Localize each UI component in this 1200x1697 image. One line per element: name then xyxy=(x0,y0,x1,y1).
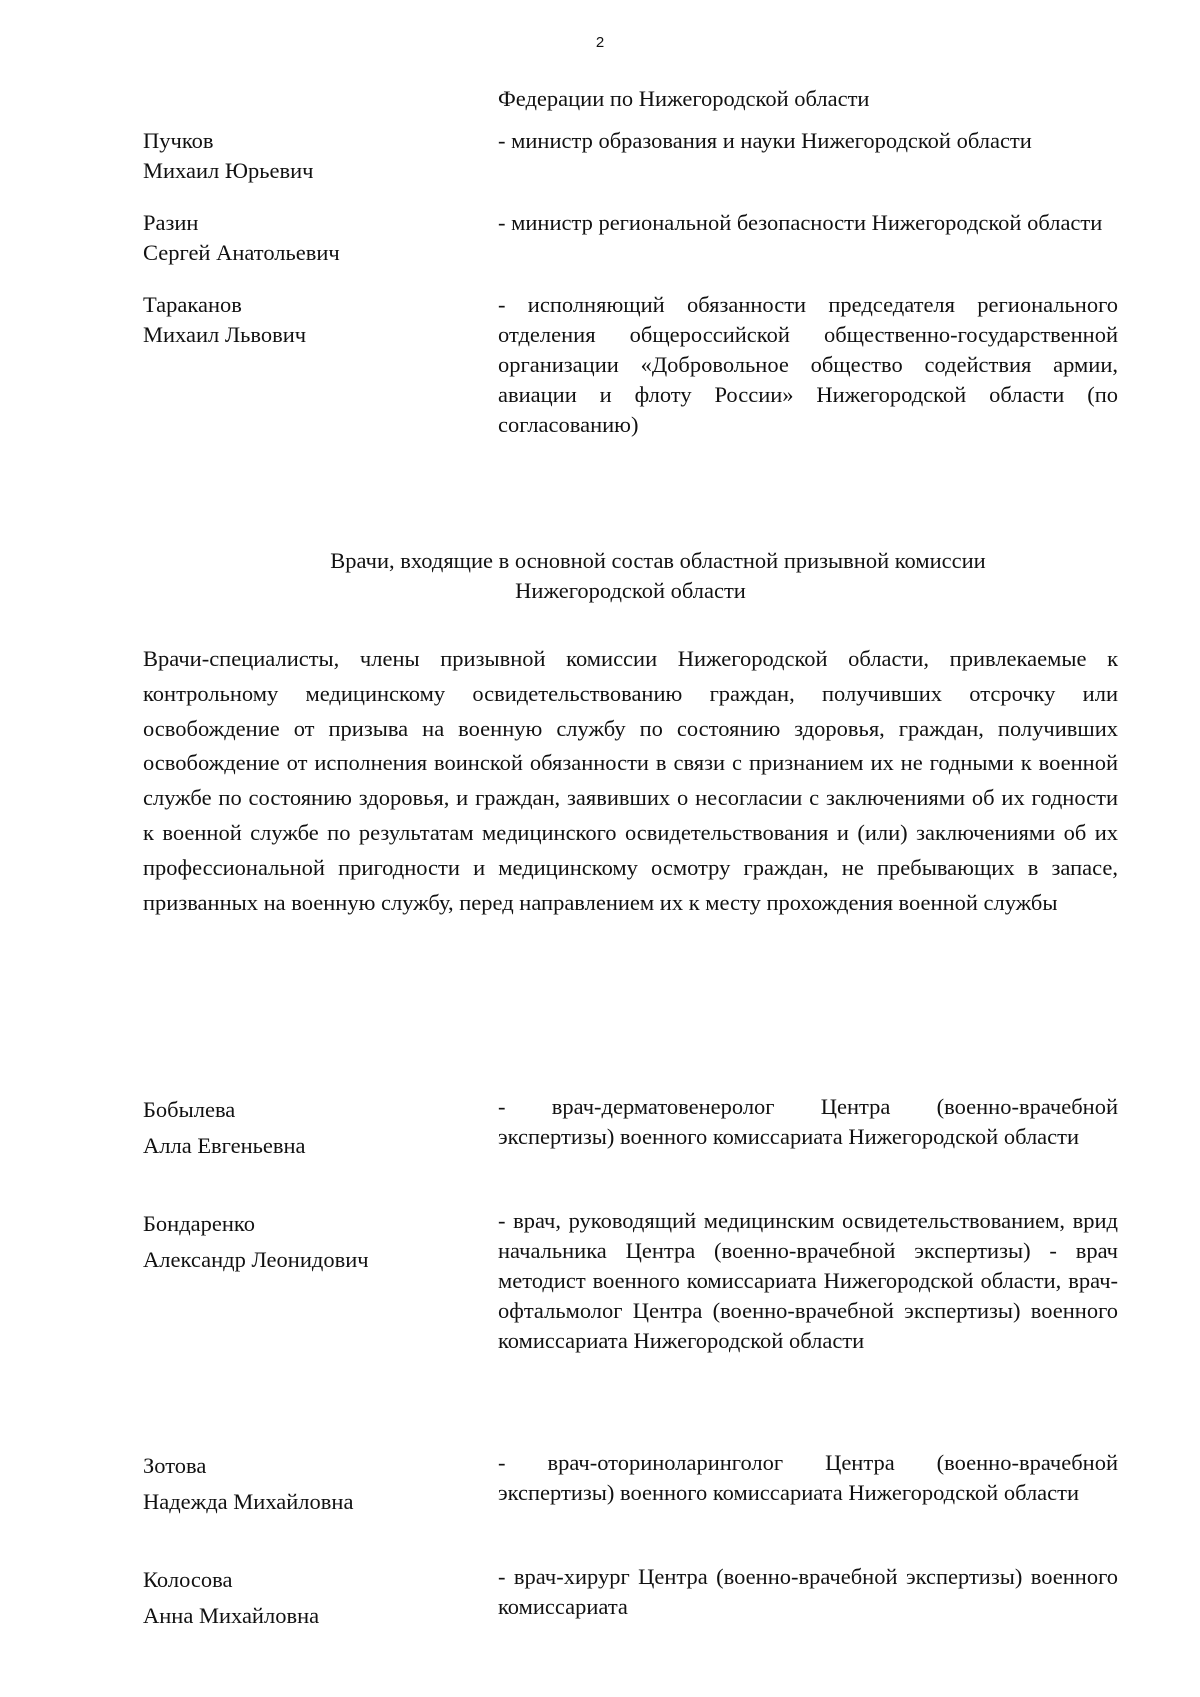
doctor-surname: Зотова xyxy=(143,1453,207,1478)
doctor-name xyxy=(143,1092,473,1164)
doctor-surname: Бобылева xyxy=(143,1097,236,1122)
member-surname: Тараканов xyxy=(143,292,242,317)
member-name xyxy=(143,290,473,350)
doctor-name xyxy=(143,1206,473,1278)
continuation-line: Федерации по Нижегородской области xyxy=(498,86,870,111)
doctor-position: - врач-дерматовенеролог Центра (военно-врачебной экспертизы) военного комиссариата Нижегородской области xyxy=(498,1094,1118,1149)
member-surname: Пучков xyxy=(143,128,214,153)
doctor-position: - врач-оториноларинголог Центра (военно-врачебной экспертизы) военного комиссариата Нижегородской области xyxy=(498,1450,1118,1505)
doctor-given-name: Алла Евгеньевна xyxy=(143,1133,306,1158)
member-position: - министр региональной безопасности Нижегородской области xyxy=(498,210,1103,235)
page-number: 2 xyxy=(595,34,605,51)
member-position: - министр образования и науки Нижегородской области xyxy=(498,128,1032,153)
section-title-line-2: Нижегородской области xyxy=(515,578,746,603)
member-name xyxy=(143,208,473,268)
doctor-position: - врач, руководящий медицинским освидетельствованием, врид начальника Центра (военно-врачебной экспертизы) - врач методист военного комиссариата Нижегородской области, врач-офтальмолог Центра (военно-врачебной экспертизы) военного комиссариата Нижегородской области xyxy=(498,1208,1118,1353)
doctor-given-name: Надежда Михайловна xyxy=(143,1489,354,1514)
doctor-name xyxy=(143,1448,473,1520)
section-title-line-1: Врачи, входящие в основной состав областной призывной комиссии xyxy=(330,548,986,573)
member-given-name: Михаил Юрьевич xyxy=(143,158,314,183)
intro-paragraph: Врачи-специалисты, члены призывной комиссии Нижегородской области, привлекаемые к контрольному медицинскому освидетельствованию граждан, получивших отсрочку или освобождение от призыва на военную службу по состоянию здоровья, граждан, получивших освобождение от исполнения воинской обязанности в связи с признанием их не годными к военной службе по состоянию здоровья, и граждан, заявивших о несогласии с заключениями об их годности к военной службе по результатам медицинского освидетельствования и (или) заключениями об их профессиональной пригодности и медицинскому осмотру граждан, не пребывающих в запасе, призванных на военную службу, перед направлением их к месту прохождения военной службы xyxy=(143,646,1118,915)
member-position: - исполняющий обязанности председателя регионального отделения общероссийской общественно-государственной организации «Добровольное общество содействия армии, авиации и флоту России» Нижегородской области (по согласованию) xyxy=(498,292,1118,437)
member-given-name: Михаил Львович xyxy=(143,322,307,347)
doctor-name xyxy=(143,1562,473,1634)
member-name xyxy=(143,126,473,186)
doctor-surname: Бондаренко xyxy=(143,1211,255,1236)
doctor-position: - врач-хирург Центра (военно-врачебной экспертизы) военного комиссариата xyxy=(498,1564,1118,1619)
doctor-given-name: Анна Михайловна xyxy=(143,1603,320,1628)
member-given-name: Сергей Анатольевич xyxy=(143,240,340,265)
section-title xyxy=(143,546,1118,606)
member-surname: Разин xyxy=(143,210,199,235)
doctor-given-name: Александр Леонидович xyxy=(143,1247,369,1272)
doctor-surname: Колосова xyxy=(143,1567,233,1592)
